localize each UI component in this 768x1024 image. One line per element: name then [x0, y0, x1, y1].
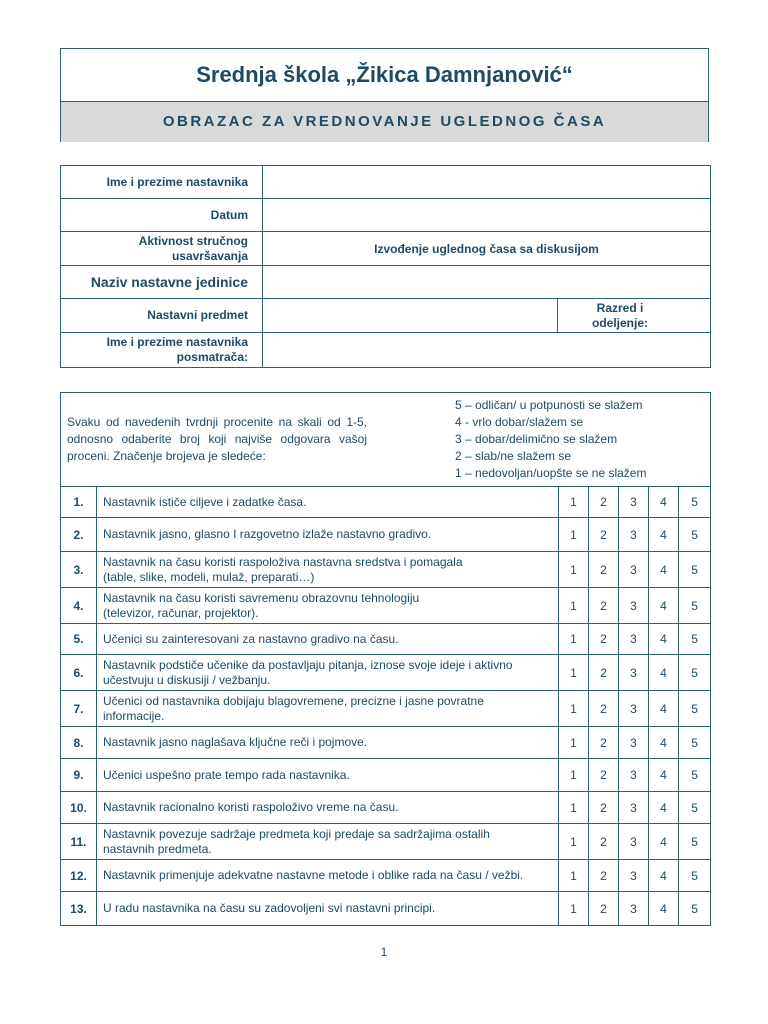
score-option-1[interactable]: 1	[559, 860, 589, 892]
score-option-3[interactable]: 3	[619, 792, 649, 824]
score-option-3[interactable]: 3	[619, 860, 649, 892]
statement-line: U radu nastavnika na času su zadovoljeni svi nastavni principi.	[103, 901, 436, 915]
score-option-1[interactable]: 1	[559, 487, 589, 518]
score-option-4[interactable]: 4	[649, 655, 679, 691]
rating-row	[61, 487, 711, 518]
class-label: Razred i odeljenje:	[591, 300, 648, 330]
item-number: 5.	[61, 624, 97, 655]
score-option-1[interactable]: 1	[559, 655, 589, 691]
item-number: 12.	[61, 860, 97, 892]
score-option-4[interactable]: 4	[649, 824, 679, 860]
score-option-5[interactable]: 5	[679, 624, 711, 655]
item-statement	[97, 727, 559, 759]
score-option-4[interactable]: 4	[649, 691, 679, 727]
info-row-activity	[61, 232, 711, 266]
scale-item: 3 – dobar/delimično se slažem	[455, 432, 618, 446]
statement-line: Nastavnik jasno, glasno I razgovetno izlaže nastavno gradivo.	[103, 527, 432, 541]
statement-line: Nastavnik primenjuje adekvatne nastavne metode i oblike rada na času / vežbi.	[103, 868, 524, 882]
rating-instructions	[61, 393, 711, 487]
page-number: 1	[380, 945, 388, 959]
score-option-3[interactable]: 3	[619, 759, 649, 792]
score-option-2[interactable]: 2	[589, 655, 619, 691]
score-option-5[interactable]: 5	[679, 655, 711, 691]
rating-row	[61, 727, 711, 759]
instructions-text: Svaku od navedenih tvrdnji procenite na skali od 1-5, odnosno odaberite broj koji najviše odgovara vašoj proceni. Značenje brojeva je sledeće:	[67, 415, 367, 463]
statement-line: nastavnih predmeta.	[103, 841, 212, 856]
item-statement	[97, 487, 559, 518]
score-option-2[interactable]: 2	[589, 860, 619, 892]
rating-row	[61, 792, 711, 824]
score-option-5[interactable]: 5	[679, 691, 711, 727]
item-number: 11.	[61, 824, 97, 860]
score-option-4[interactable]: 4	[649, 727, 679, 759]
item-statement	[97, 624, 559, 655]
statement-line: Učenici od nastavnika dobijaju blagovremene, precizne i jasne povratne	[103, 693, 484, 708]
item-statement	[97, 860, 559, 892]
item-statement	[97, 792, 559, 824]
score-option-5[interactable]: 5	[679, 792, 711, 824]
info-table	[60, 165, 711, 368]
score-option-2[interactable]: 2	[589, 727, 619, 759]
item-number: 7.	[61, 691, 97, 727]
score-option-5[interactable]: 5	[679, 759, 711, 792]
score-option-5[interactable]: 5	[679, 552, 711, 588]
score-option-4[interactable]: 4	[649, 892, 679, 926]
score-option-3[interactable]: 3	[619, 727, 649, 759]
item-statement	[97, 552, 559, 588]
observer-label: Ime i prezime nastavnika posmatrača:	[61, 333, 263, 368]
item-statement	[97, 892, 559, 926]
score-option-4[interactable]: 4	[649, 487, 679, 518]
score-option-3[interactable]: 3	[619, 588, 649, 624]
item-number: 2.	[61, 518, 97, 552]
statement-line: Nastavnik na času koristi savremenu obrazovnu tehnologiju	[103, 590, 420, 605]
statement-line: učestvuju u diskusiji / vežbanju.	[103, 672, 271, 687]
rating-row	[61, 588, 711, 624]
unit-field[interactable]	[263, 266, 711, 299]
score-option-2[interactable]: 2	[589, 487, 619, 518]
score-option-4[interactable]: 4	[649, 860, 679, 892]
info-row-date	[61, 199, 711, 232]
score-option-4[interactable]: 4	[649, 624, 679, 655]
class-cell[interactable]	[558, 299, 711, 333]
score-option-5[interactable]: 5	[679, 518, 711, 552]
item-number: 6.	[61, 655, 97, 691]
rating-row	[61, 518, 711, 552]
score-option-2[interactable]: 2	[589, 552, 619, 588]
score-option-2[interactable]: 2	[589, 892, 619, 926]
item-statement	[97, 588, 559, 624]
rating-row	[61, 824, 711, 860]
form-header	[60, 48, 709, 142]
subject-label: Nastavni predmet	[61, 299, 263, 333]
score-option-3[interactable]: 3	[619, 518, 649, 552]
info-row-observer	[61, 333, 711, 368]
item-number: 3.	[61, 552, 97, 588]
score-option-3[interactable]: 3	[619, 655, 649, 691]
score-option-3[interactable]: 3	[619, 487, 649, 518]
score-option-5[interactable]: 5	[679, 588, 711, 624]
item-number: 13.	[61, 892, 97, 926]
item-statement	[97, 824, 559, 860]
statement-line: informacije.	[103, 708, 165, 723]
info-row-subject	[61, 299, 711, 333]
item-statement	[97, 691, 559, 727]
score-option-1[interactable]: 1	[559, 792, 589, 824]
score-option-2[interactable]: 2	[589, 824, 619, 860]
score-option-3[interactable]: 3	[619, 624, 649, 655]
school-name: Srednja škola „Žikica Damnjanović“	[61, 49, 708, 102]
form-title: OBRAZAC ZA VREDNOVANJE UGLEDNOG ČASA	[61, 102, 708, 142]
observer-field[interactable]	[263, 333, 711, 368]
score-option-5[interactable]: 5	[679, 824, 711, 860]
rating-intro-row	[61, 393, 711, 487]
score-option-1[interactable]: 1	[559, 588, 589, 624]
score-option-1[interactable]: 1	[559, 552, 589, 588]
scale-legend	[455, 397, 646, 482]
score-option-2[interactable]: 2	[589, 588, 619, 624]
rating-row	[61, 892, 711, 926]
item-number: 4.	[61, 588, 97, 624]
date-label: Datum	[61, 199, 263, 232]
item-number: 1.	[61, 487, 97, 518]
statement-line: Nastavnik na času koristi raspoloživa nastavna sredstva i pomagala	[103, 554, 463, 569]
rating-row	[61, 691, 711, 727]
score-option-4[interactable]: 4	[649, 792, 679, 824]
score-option-4[interactable]: 4	[649, 552, 679, 588]
score-option-1[interactable]: 1	[559, 624, 589, 655]
score-option-5[interactable]: 5	[679, 487, 711, 518]
score-option-5[interactable]: 5	[679, 860, 711, 892]
item-number: 8.	[61, 727, 97, 759]
scale-item: 2 – slab/ne slažem se	[455, 449, 572, 463]
scale-item: 5 – odličan/ u potpunosti se slažem	[455, 398, 643, 412]
rating-row	[61, 860, 711, 892]
score-option-3[interactable]: 3	[619, 691, 649, 727]
item-statement	[97, 759, 559, 792]
teacher-label: Ime i prezime nastavnika	[61, 166, 263, 199]
score-option-3[interactable]: 3	[619, 552, 649, 588]
date-field[interactable]	[263, 199, 711, 232]
score-option-2[interactable]: 2	[589, 518, 619, 552]
score-option-5[interactable]: 5	[679, 727, 711, 759]
info-row-teacher	[61, 166, 711, 199]
score-option-1[interactable]: 1	[559, 824, 589, 860]
scale-item: 1 – nedovoljan/uopšte se ne slažem	[455, 466, 647, 480]
score-option-2[interactable]: 2	[589, 792, 619, 824]
score-option-3[interactable]: 3	[619, 892, 649, 926]
item-statement	[97, 518, 559, 552]
score-option-4[interactable]: 4	[649, 518, 679, 552]
rating-table	[60, 392, 711, 926]
rating-row	[61, 655, 711, 691]
score-option-2[interactable]: 2	[589, 759, 619, 792]
activity-label: Aktivnost stručnog usavršavanja	[61, 232, 263, 266]
score-option-5[interactable]: 5	[679, 892, 711, 926]
statement-line: Nastavnik podstiče učenike da postavljaju pitanja, iznose svoje ideje i aktivno	[103, 657, 513, 672]
statement-line: (table, slike, modeli, mulaž, preparati…)	[103, 569, 315, 584]
score-option-1[interactable]: 1	[559, 727, 589, 759]
info-row-unit	[61, 266, 711, 299]
score-option-1[interactable]: 1	[559, 691, 589, 727]
activity-field[interactable]: Izvođenje uglednog časa sa diskusijom	[263, 232, 711, 266]
scale-item: 4 - vrlo dobar/slažem se	[455, 415, 584, 429]
statement-line: Nastavnik povezuje sadržaje predmeta koji predaje sa sadržajima ostalih	[103, 826, 490, 841]
rating-row	[61, 759, 711, 792]
score-option-2[interactable]: 2	[589, 691, 619, 727]
statement-line: Nastavnik jasno naglašava ključne reči i pojmove.	[103, 735, 368, 749]
unit-label: Naziv nastavne jedinice	[61, 266, 263, 299]
score-option-4[interactable]: 4	[649, 588, 679, 624]
statement-line: Nastavnik ističe ciljeve i zadatke časa.	[103, 494, 307, 509]
score-option-4[interactable]: 4	[649, 759, 679, 792]
teacher-field[interactable]	[263, 166, 711, 199]
statement-line: Učenici uspešno prate tempo rada nastavnika.	[103, 767, 350, 782]
rating-items	[61, 487, 711, 926]
score-option-1[interactable]: 1	[559, 892, 589, 926]
score-option-1[interactable]: 1	[559, 518, 589, 552]
score-option-3[interactable]: 3	[619, 824, 649, 860]
rating-row	[61, 552, 711, 588]
item-number: 10.	[61, 792, 97, 824]
rating-row	[61, 624, 711, 655]
statement-line: Učenici su zainteresovani za nastavno gradivo na času.	[103, 631, 399, 646]
score-option-2[interactable]: 2	[589, 624, 619, 655]
statement-line: (televizor, računar, projektor).	[103, 605, 259, 620]
score-option-1[interactable]: 1	[559, 759, 589, 792]
statement-line: Nastavnik racionalno koristi raspoloživo vreme na času.	[103, 800, 399, 814]
item-statement	[97, 655, 559, 691]
item-number: 9.	[61, 759, 97, 792]
subject-field[interactable]	[263, 299, 558, 333]
